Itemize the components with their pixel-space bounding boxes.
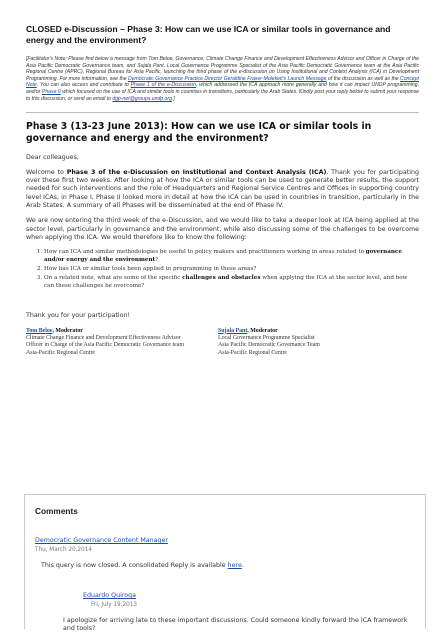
email-link[interactable]: dgp-net@groups.undp.org [112, 95, 172, 102]
greeting: Dear colleagues, [26, 153, 79, 161]
comment-body: This query is now closed. A consolidated Reply is available here. [41, 562, 244, 569]
question-item: 3. On a related note, what are some of the specific challenges and obstacles when applying the ICA at the sector level, and how can these challenges be overcome? [44, 275, 419, 290]
tom-beloe-link[interactable]: Tom Beloe [26, 327, 53, 334]
phase-2-link[interactable]: Phase II [41, 88, 61, 95]
comment-date: Thu, March 20,2014 [35, 547, 92, 553]
comments-section [24, 494, 426, 632]
intro-paragraph: We are now entering the third week of the e-Discussion, and we would like to take a deeper look at ICA being applied at the sector level, particularly in governance and the environment, while also discussing some of the challenges to be overcome when applying the ICA. We would therefore like to know the following: [26, 217, 419, 241]
question-item: 2. How has ICA or similar tools been applied to programming in these areas? [44, 266, 419, 273]
comment [35, 527, 415, 570]
comment-date: Fri, July 19,2013 [91, 602, 137, 608]
thanks-line: Thank you for your participation! [26, 312, 131, 320]
concept-note-link[interactable]: Concept Note [26, 75, 419, 89]
facilitator-note: [Facilitator's Note: Please find below a message from Tom Beloe, Governance, Climate Change Finance and Development Effectiveness Advisor and Officer in Charge of the Asia Pacific Democratic Governance team, and Sujala Pant, Local Governance Programme Specialist of the Asia Pacific Democratic Governance team at the Asia Pacific Regional Centre (APRC), Regional Bureau for Asia Pacific, launching the third phase of the e-discussion on Using Institutional and Context Analysis (ICA) in Development Programming. For more information, see the Democratic Governance Practice Director Geraldine Fraser-Moleketi's Launch Message of the discussion as well as the Concept Note. You can also access and contribute to Phase 1 of the e-Discussion, which addressed the ICA approach more generally and how it can impact UNDP programming, and/or Phase II which focused on the use of ICA and similar tools in countries in transitions, particularly the Arab States. Kindly post your reply below to submit your response to this discussion, or send an email to dgp-net@groups.undp.org.] [26, 56, 419, 102]
consolidated-reply-link[interactable]: here [227, 562, 242, 569]
divider [26, 112, 419, 113]
welcome-paragraph: Welcome to Phase 3 of the e-Discussion on Institutional and Context Analysis (ICA). Thank you for participating over these first two weeks. After looking at how the ICA or similar tools can be used to generate better results, the support needed for such interventions and the role of Headquarters and Regional Service Centres and Offices in supporting country level ICAs, in Phase I, Phase II looked more in detail at how the ICA can be used in countries in transition, particularly in the Arab States. A summary of all Phases will be disseminated at the end of Phase IV. [26, 168, 419, 210]
comment-body: I apologize for arriving late to these important discussions. Could someone kindly forward the ICA framework and tools? [63, 617, 408, 632]
document-title: CLOSED e-Discussion – Phase 3: How can we use ICA or similar tools in governance and energy and the environment? [26, 24, 391, 45]
signatures [26, 328, 419, 358]
launch-message-link[interactable]: Democratic Governance Practice Director Geraldine Fraser-Moleketi's Launch Message [128, 75, 327, 82]
signature-tom-beloe: Tom Beloe, Moderator Climate Change Finance and Development Effectiveness Advisor Officer in Charge of the Asia Pacific Democratic Governance team Asia-Pacific Regional Centre [26, 327, 184, 356]
phase-title: Phase 3 (13-23 June 2013): How can we use ICA or similar tools in governance and energy and the environment? [26, 121, 372, 145]
signature-sujala-pant: Sujala Pant, Moderator Local Governance Programme Specialist Asia Pacific Democratic Governance Team Asia-Pacific Regional Centre [218, 327, 320, 356]
comment-reply [63, 582, 415, 633]
comment-author-link[interactable]: Eduardo Quiroga [83, 592, 137, 599]
comments-heading: Comments [35, 506, 78, 516]
question-list [26, 249, 419, 290]
comment-author-link[interactable]: Democratic Governance Content Manager [35, 537, 168, 544]
phase-1-link[interactable]: Phase 1 of the e-Discussion [130, 82, 196, 89]
sujala-pant-link[interactable]: Sujala Pant [218, 327, 248, 334]
question-item: 1. How can ICA and similar methodologies be useful to policy makers and practitioners working in areas related to governance and/or energy and the environment? [44, 249, 419, 264]
